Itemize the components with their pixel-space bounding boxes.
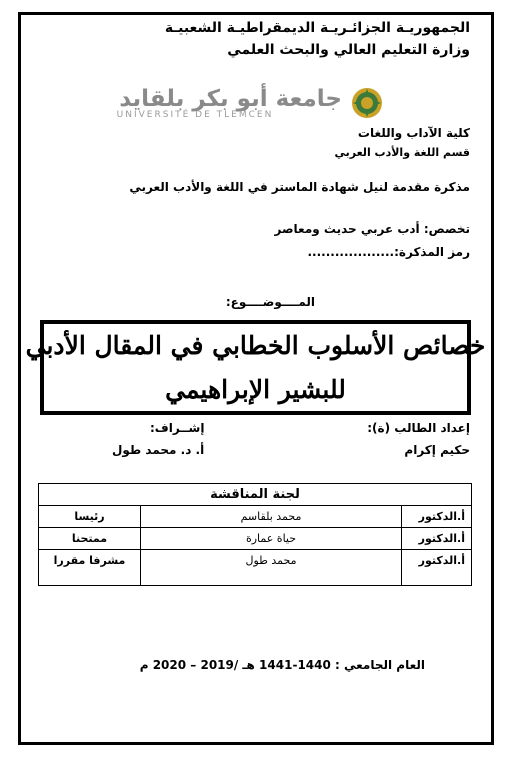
republic-title: الجمهوريـة الجزائـريـة الديمقراطيـة الشعبيـة — [164, 20, 470, 36]
jury-table — [38, 483, 472, 586]
jury-member-name: محمد طول — [141, 550, 402, 586]
jury-degree: أ.الدكتور — [402, 528, 472, 550]
thesis-title-box — [25, 320, 486, 415]
university-name-french: UNIVERSITÉ DE TLEMCEN — [116, 110, 274, 120]
student-name: حكيم إكرام — [404, 443, 470, 457]
jury-role: مشرفا مقررا — [39, 550, 141, 586]
department-name: قسم اللغة والأدب العربي — [334, 146, 470, 159]
jury-row — [39, 506, 472, 528]
jury-role: ممتحنا — [39, 528, 141, 550]
specialty: تخصص: أدب عربي حديث ومعاصر — [274, 222, 470, 236]
jury-member-name: حياة عمارة — [141, 528, 402, 550]
university-logo-icon — [350, 86, 384, 120]
jury-member-name: محمد بلقاسم — [141, 506, 402, 528]
ministry-title: وزارة التعليم العالي والبحث العلمي — [227, 42, 470, 58]
academic-year: العام الجامعي : 1440-1441 هـ /2019 – 2020 م — [139, 658, 425, 672]
prepared-by-label: إعداد الطالب (ة): — [367, 421, 470, 435]
jury-degree: أ.الدكتور — [402, 506, 472, 528]
thesis-title-line-2: للبشير الإبراهيمي — [165, 374, 346, 404]
supervision-label: إشــراف: — [150, 421, 205, 435]
supervisor-name: أ. د. محمد طول — [112, 443, 205, 457]
thesis-title-line-1: خصائص الأسلوب الخطابي في المقال الأدبي — [25, 330, 486, 360]
memo-statement: مذكرة مقدمة لنيل شهادة الماستر في اللغة والأدب العربي — [129, 180, 470, 194]
jury-degree: أ.الدكتور — [402, 550, 472, 586]
faculty-name: كلية الآداب واللغات — [357, 126, 470, 140]
subject-label: المــــوضــــوع: — [225, 295, 315, 309]
university-name-arabic: جامعة أبو بكر بلقايد — [119, 86, 342, 112]
jury-title: لجنة المناقشة — [39, 484, 472, 506]
jury-role: رئيسا — [39, 506, 141, 528]
memo-code: رمز المذكرة:................... — [307, 245, 470, 259]
jury-row — [39, 528, 472, 550]
jury-row — [39, 550, 472, 586]
